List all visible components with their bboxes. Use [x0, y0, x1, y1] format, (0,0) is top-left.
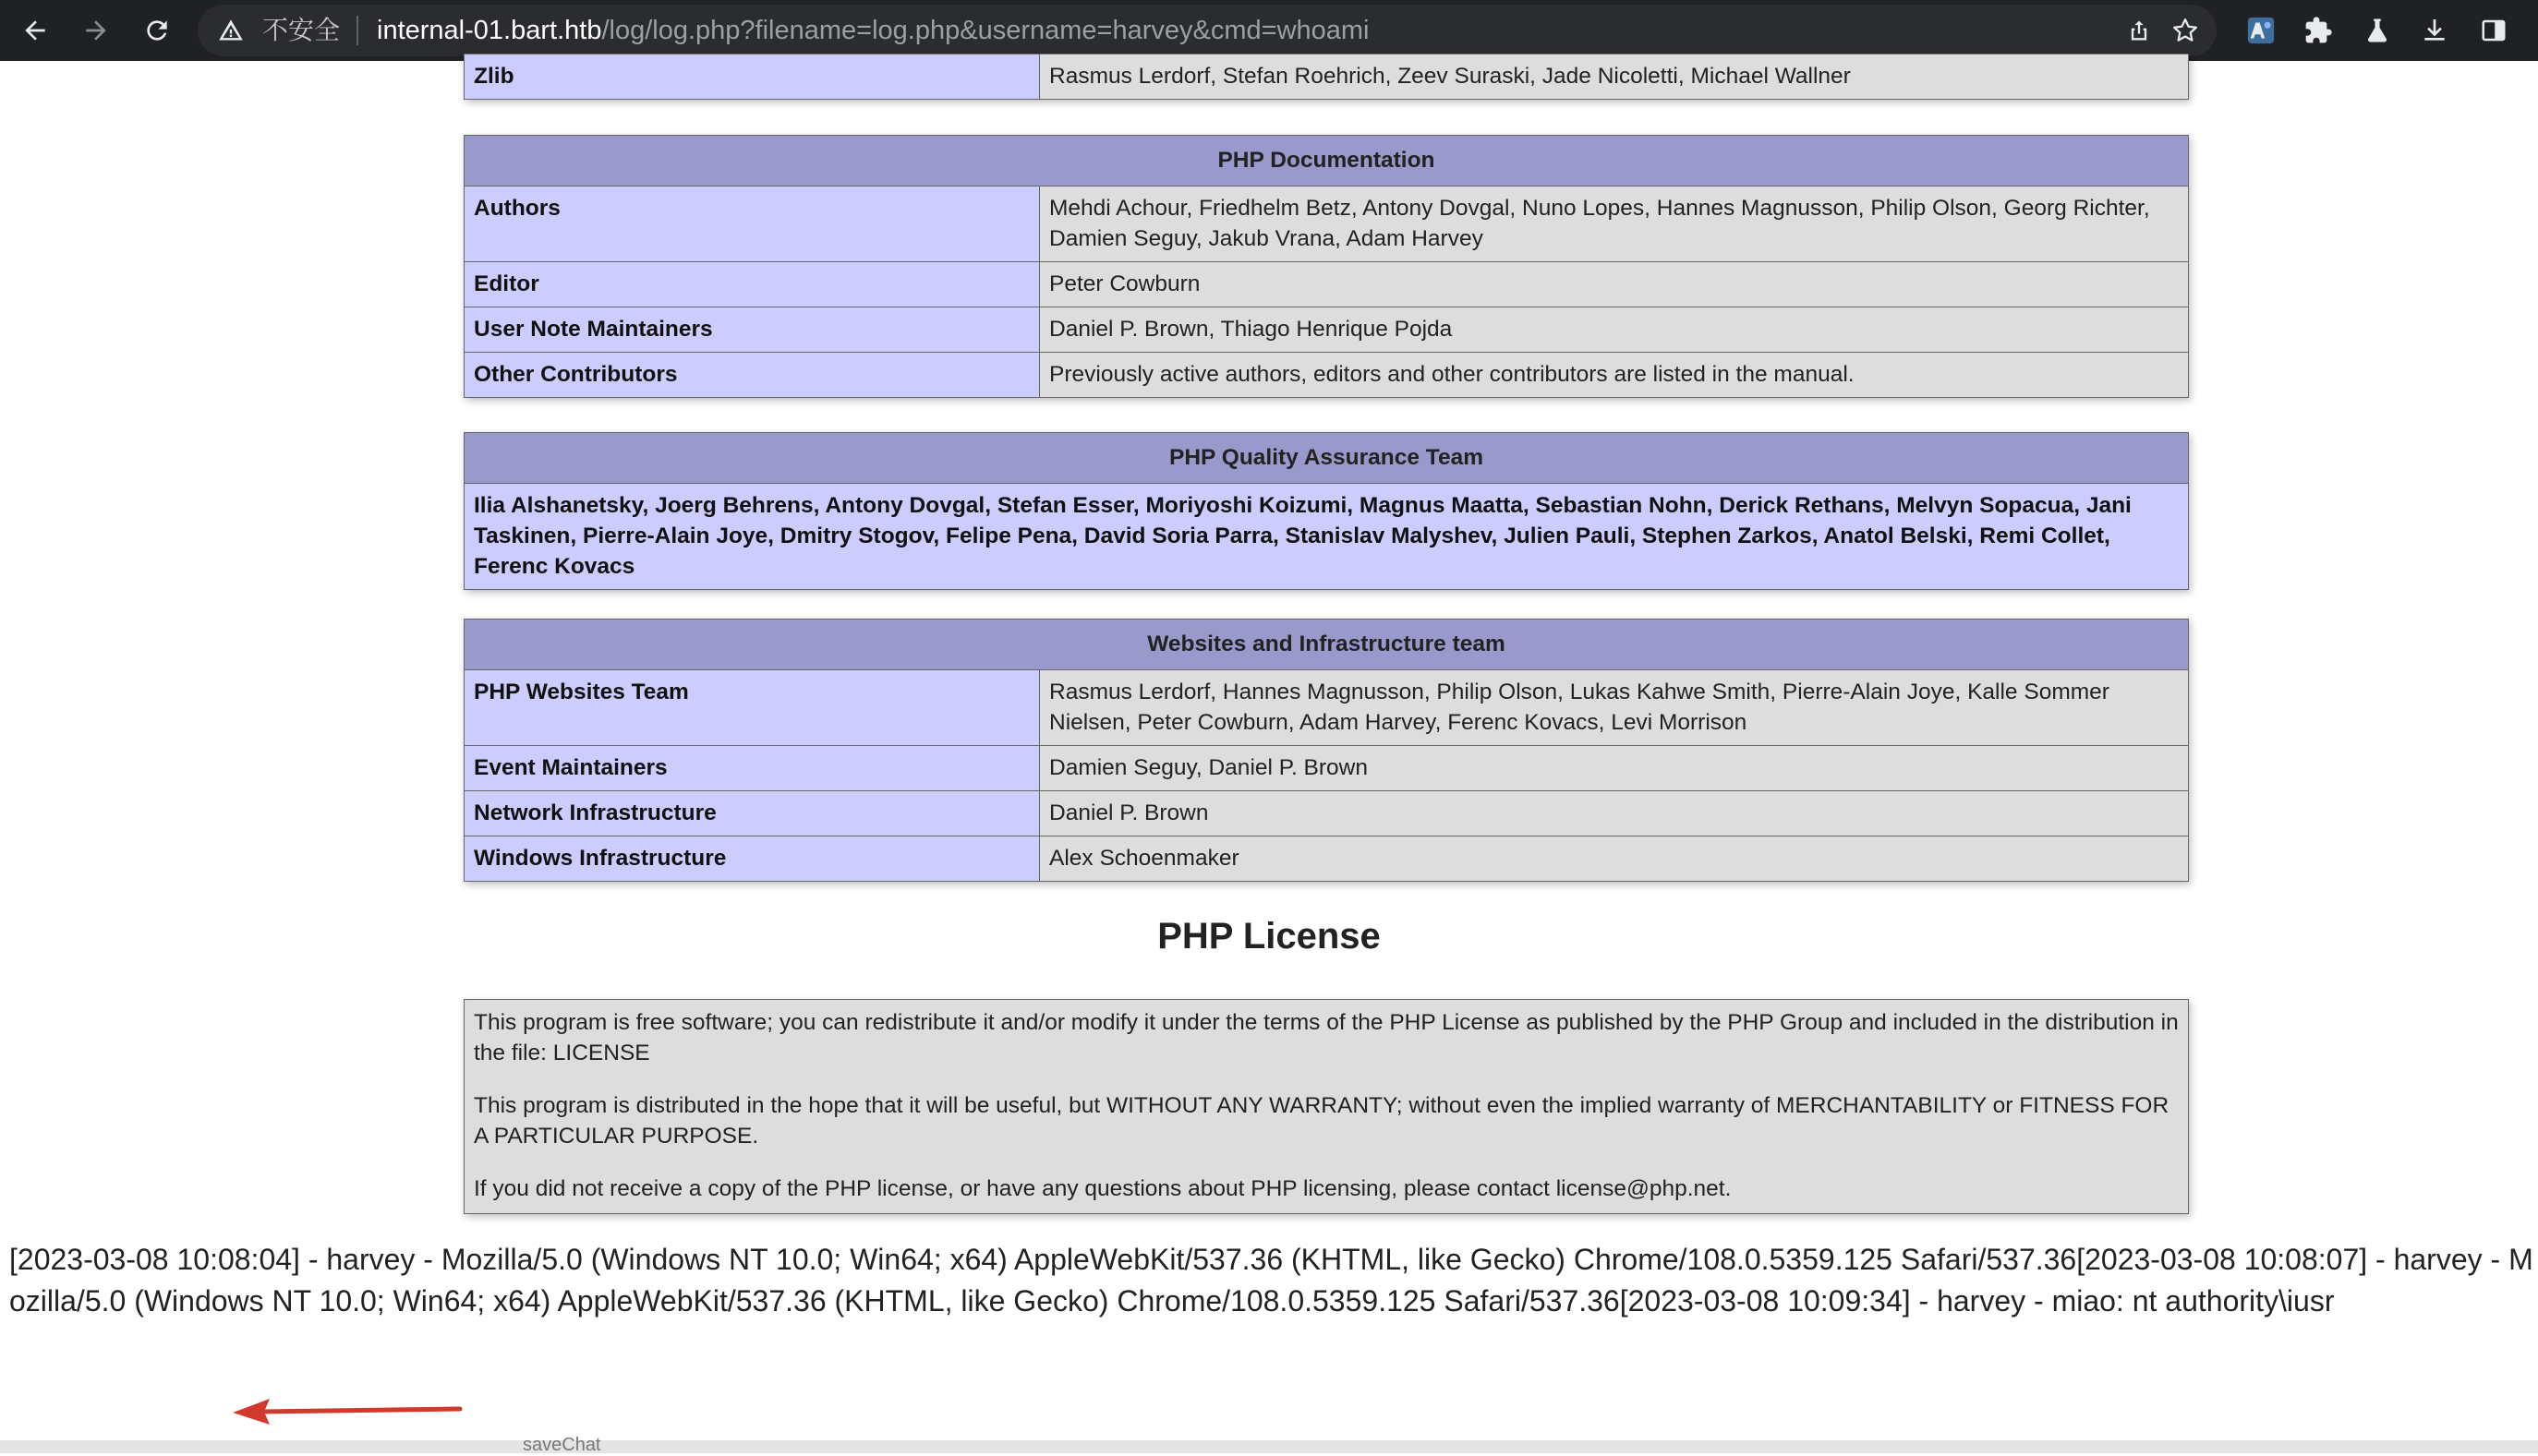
table-header: Websites and Infrastructure team — [465, 620, 2189, 670]
table-row — [465, 670, 2189, 746]
table-value: Rasmus Lerdorf, Stefan Roehrich, Zeev Suraski, Jade Nicoletti, Michael Wallner — [1040, 54, 2189, 100]
url-path: /log/log.php?filename=log.php&username=harvey&cmd=whoami — [601, 15, 1370, 45]
side-panel-button[interactable] — [2473, 10, 2514, 51]
php-documentation-table — [464, 135, 2189, 398]
bottom-strip-text: saveChat — [523, 1435, 601, 1455]
table-value: Previously active authors, editors and other contributors are listed in the manual. — [1040, 353, 2189, 398]
table-label: Editor — [465, 262, 1040, 307]
license-box — [464, 999, 2189, 1214]
labs-button[interactable] — [2357, 10, 2398, 51]
table-row — [465, 307, 2189, 353]
arrow-right-icon — [81, 16, 111, 45]
table-label: Event Maintainers — [465, 746, 1040, 791]
bookmark-button[interactable] — [2167, 12, 2204, 49]
browser-toolbar — [0, 0, 2538, 61]
devtools-edge — [0, 1435, 2538, 1455]
side-panel-icon — [2480, 17, 2508, 44]
download-icon — [2420, 16, 2449, 45]
table-row — [465, 54, 2189, 100]
reload-button[interactable] — [135, 8, 179, 53]
table-value: Daniel P. Brown — [1040, 791, 2189, 836]
table-header: PHP Documentation — [465, 136, 2189, 187]
license-paragraph: If you did not receive a copy of the PHP license, or have any questions about PHP licensing, please contact license@php.net. — [474, 1176, 1732, 1201]
php-qa-team-table — [464, 432, 2189, 590]
license-paragraph: This program is free software; you can redistribute it and/or modify it under the terms of the PHP License as published by the PHP Group and included in the distribution in the file: LICENSE — [474, 1010, 2179, 1065]
table-row — [465, 791, 2189, 836]
table-row — [465, 187, 2189, 262]
star-icon — [2171, 17, 2199, 44]
table-value: Damien Seguy, Daniel P. Brown — [1040, 746, 2189, 791]
downloads-button[interactable] — [2414, 10, 2455, 51]
table-value: Daniel P. Brown, Thiago Henrique Pojda — [1040, 307, 2189, 353]
table-value: Rasmus Lerdorf, Hannes Magnusson, Philip Olson, Lukas Kahwe Smith, Pierre-Alain Joye, Kalle Sommer Nielsen, Peter Cowburn, Adam Harvey, Ferenc Kovacs, Levi Morrison — [1040, 670, 2189, 746]
share-button[interactable] — [2121, 12, 2157, 49]
forward-button[interactable] — [74, 8, 118, 53]
url-text[interactable] — [377, 16, 1369, 46]
arrow-left-icon — [20, 16, 50, 45]
annotation-arrow-icon — [233, 1394, 464, 1427]
translate-extension-icon — [2245, 15, 2277, 46]
table-value: Alex Schoenmaker — [1040, 836, 2189, 882]
table-header: PHP Quality Assurance Team — [465, 433, 2189, 484]
table-row — [465, 746, 2189, 791]
url-host: internal-01.bart.htb — [377, 15, 602, 45]
websites-infrastructure-table — [464, 619, 2189, 882]
table-row — [465, 484, 2189, 590]
back-button[interactable] — [13, 8, 57, 53]
table-row — [465, 836, 2189, 882]
log-output: [2023-03-08 10:08:04] - harvey - Mozilla/5.0 (Windows NT 10.0; Win64; x64) AppleWebKit/537.36 (KHTML, like Gecko) Chrome/108.0.5359.125 Safari/537.36[2023-03-08 10:08:07] - harvey - Mozilla/5.0 (Windows NT 10.0; Win64; x64) AppleWebKit/537.36 (KHTML, like Gecko) Chrome/108.0.5359.125 Safari/537.36[2023-03-08 10:09:34] - harvey - miao: nt authority\iusr — [9, 1243, 2533, 1318]
puzzle-icon — [2303, 16, 2333, 45]
page-content — [0, 61, 2538, 1455]
address-bar[interactable] — [198, 5, 2217, 56]
table-label: User Note Maintainers — [465, 307, 1040, 353]
extension-translate-button[interactable] — [2241, 10, 2281, 51]
license-heading: PHP License — [1157, 916, 1381, 957]
license-paragraph: This program is distributed in the hope that it will be useful, but WITHOUT ANY WARRANTY; without even the implied warranty of MERCHANTABILITY or FITNESS FOR A PARTICULAR PURPOSE. — [474, 1093, 2169, 1149]
flask-icon — [2363, 17, 2391, 44]
table-label: PHP Websites Team — [465, 670, 1040, 746]
table-row — [465, 262, 2189, 307]
table-row — [465, 353, 2189, 398]
table-label: Authors — [465, 187, 1040, 262]
insecure-label[interactable]: 不安全 — [262, 16, 358, 45]
table-label: Windows Infrastructure — [465, 836, 1040, 882]
credits-zlib-table — [464, 54, 2189, 100]
table-value: Peter Cowburn — [1040, 262, 2189, 307]
table-label: Other Contributors — [465, 353, 1040, 398]
table-label: Zlib — [465, 54, 1040, 100]
warning-icon[interactable] — [218, 16, 248, 45]
share-icon — [2126, 18, 2152, 43]
table-value: Mehdi Achour, Friedhelm Betz, Antony Dovgal, Nuno Lopes, Hannes Magnusson, Philip Olson, Georg Richter, Damien Seguy, Jakub Vrana, Adam Harvey — [1040, 187, 2189, 262]
reload-icon — [142, 16, 172, 45]
extensions-button[interactable] — [2298, 10, 2339, 51]
qa-members: Ilia Alshanetsky, Joerg Behrens, Antony Dovgal, Stefan Esser, Moriyoshi Koizumi, Magnus Maatta, Sebastian Nohn, Derick Rethans, Melvyn Sopacua, Jani Taskinen, Pierre-Alain Joye, Dmitry Stogov, Felipe Pena, David Soria Parra, Stanislav Malyshev, Julien Pauli, Stephen Zarkos, Anatol Belski, Remi Collet, Ferenc Kovacs — [465, 484, 2189, 590]
table-label: Network Infrastructure — [465, 791, 1040, 836]
